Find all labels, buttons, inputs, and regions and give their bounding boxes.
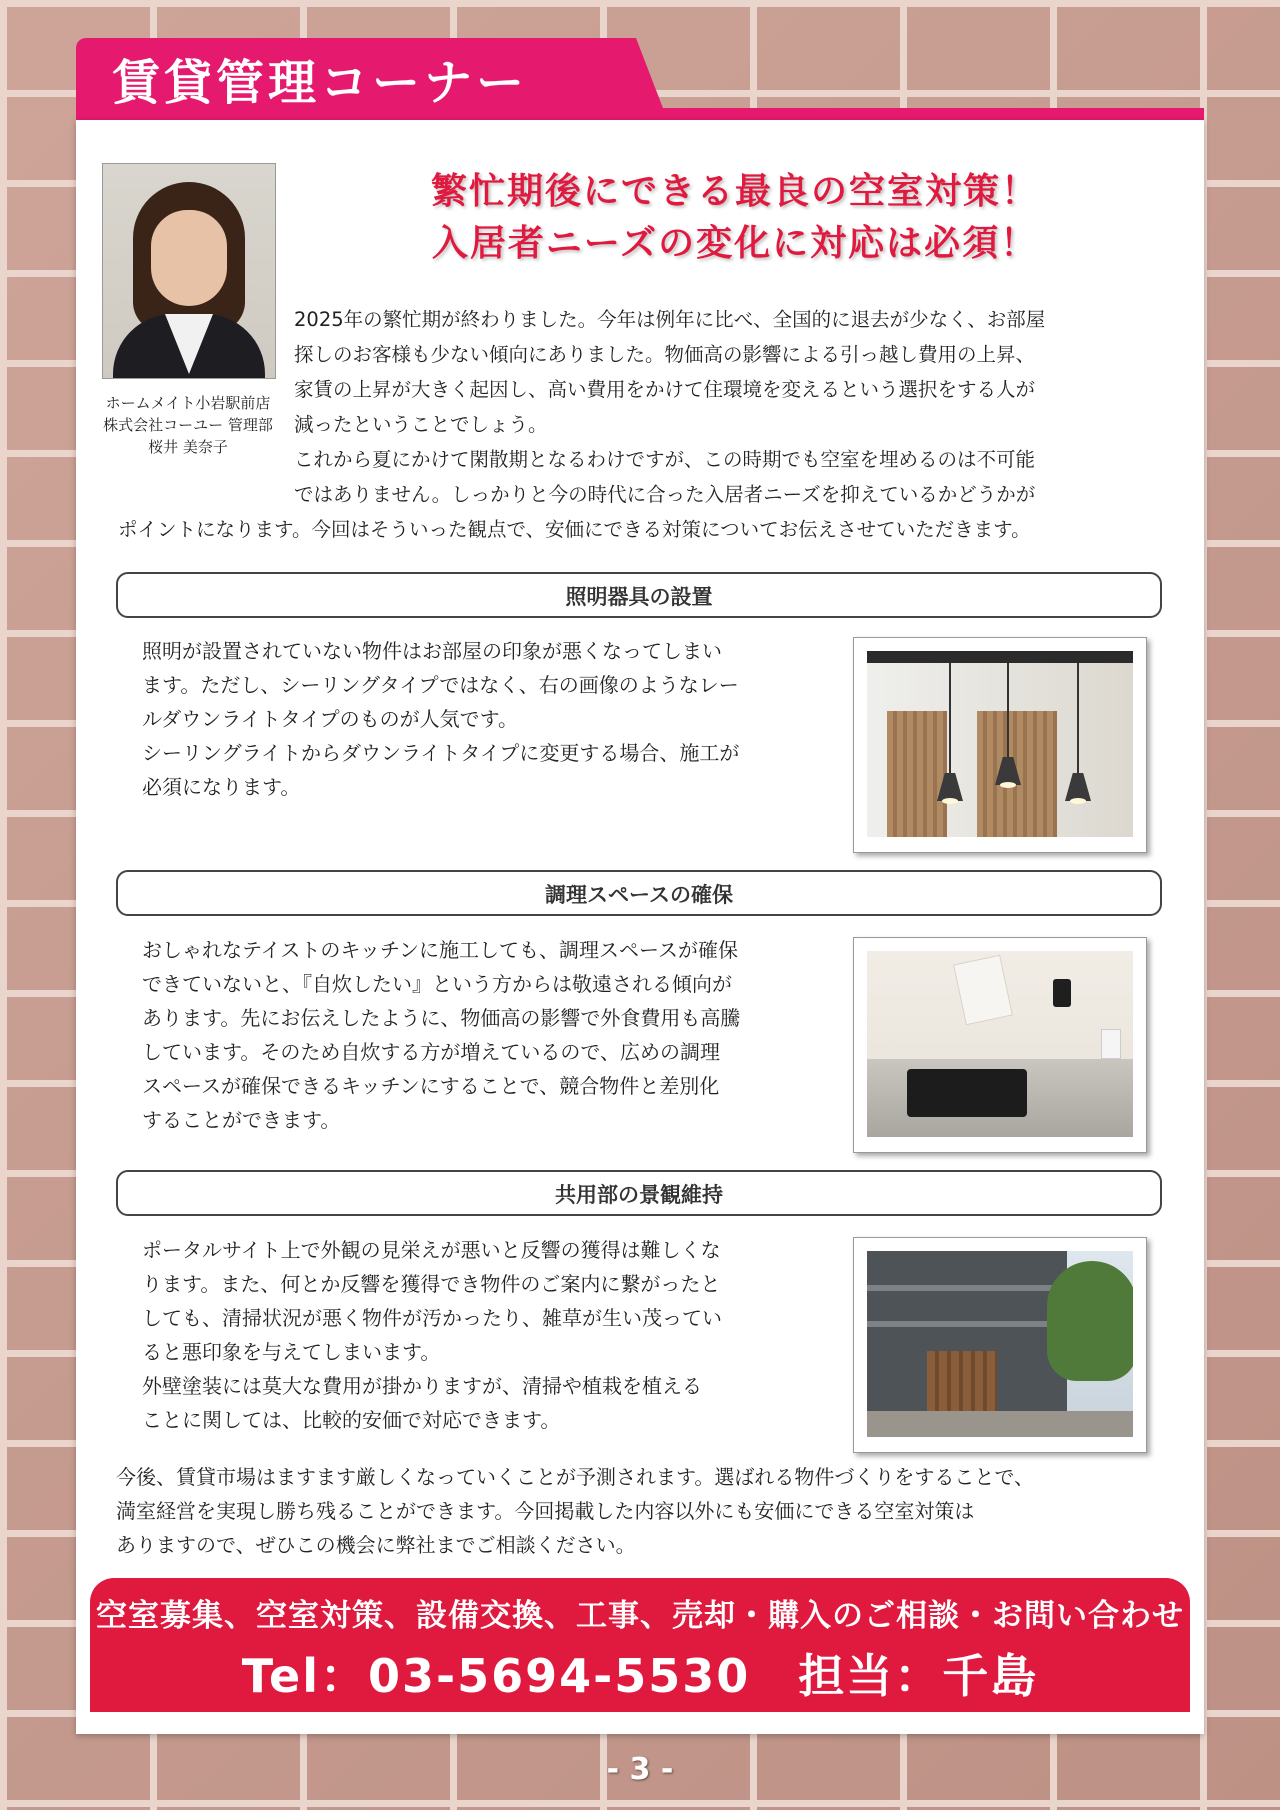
intro-line: ポイントになります。今回はそういった観点で、安価にできる対策についてお伝えさせていただきます。 — [118, 518, 1031, 541]
intro-line: これから夏にかけて閑散期となるわけですが、この時期でも空室を埋めるのは不可能 — [294, 448, 1036, 471]
text-line: しても、清掃状況が悪く物件が汚かったり、雑草が生い茂ってい — [142, 1306, 722, 1330]
section-text-common-area — [142, 1233, 842, 1437]
text-line: 今後、賃貸市場はますます厳しくなっていくことが予測されます。選ばれる物件づくりをすることで、 — [116, 1465, 1034, 1489]
section-text-kitchen — [142, 933, 842, 1137]
text-line: 外壁塗装には莫大な費用が掛かりますが、清掃や植栽を植える — [142, 1374, 702, 1398]
text-line: ポータルサイト上で外観の見栄えが悪いと反響の獲得は難しくな — [142, 1238, 721, 1262]
text-line: スペースが確保できるキッチンにすることで、競合物件と差別化 — [142, 1074, 720, 1098]
text-line: あります。先にお伝えしたように、物価高の影響で外食費用も高騰 — [142, 1006, 741, 1030]
contact-banner — [90, 1578, 1190, 1712]
text-line: ルダウンライトタイプのものが人気です。 — [142, 707, 518, 731]
author-store: ホームメイト小岩駅前店 — [105, 394, 271, 412]
text-line: シーリングライトからダウンライトタイプに変更する場合、施工が — [142, 741, 740, 765]
text-line: ことに関しては、比較的安価で対応できます。 — [142, 1408, 561, 1432]
intro-line: ではありません。しっかりと今の時代に合った入居者ニーズを抑えているかどうかが — [294, 483, 1036, 506]
headline-line-2: 入居者ニーズの変化に対応は必須！ — [431, 223, 1039, 264]
text-line: ると悪印象を与えてしまいます。 — [142, 1340, 441, 1364]
text-line: することができます。 — [142, 1108, 341, 1132]
section-title-lighting: 照明器具の設置 — [116, 572, 1162, 618]
author-caption — [88, 392, 288, 458]
section-title-common-area: 共用部の景観維持 — [116, 1170, 1162, 1216]
headline-line-1: 繁忙期後にできる最良の空室対策！ — [430, 171, 1039, 212]
kitchen-photo — [853, 937, 1147, 1153]
section-title-kitchen: 調理スペースの確保 — [116, 870, 1162, 916]
text-line: 照明が設置されていない物件はお部屋の印象が悪くなってしまい — [142, 639, 722, 663]
section-text-lighting — [142, 634, 842, 804]
contact-phone[interactable]: Tel：03-5694-5530 担当：千島 — [241, 1649, 1039, 1703]
text-line: おしゃれなテイストのキッチンに施工しても、調理スペースが確保 — [142, 938, 738, 962]
text-line: 満室経営を実現し勝ち残ることができます。今回掲載した内容以外にも安価にできる空室対策は — [116, 1499, 975, 1523]
text-line: しています。そのため自炊する方が増えているので、広めの調理 — [142, 1040, 720, 1064]
author-name: 桜井 美奈子 — [148, 438, 228, 456]
page-number: - 3 - — [606, 1752, 674, 1787]
text-line: できていないと、『自炊したい』という方からは敬遠される傾向が — [142, 972, 732, 996]
author-company: 株式会社コーユー 管理部 — [103, 416, 273, 434]
page-title: 賃貸管理コーナー — [112, 55, 529, 111]
text-line: 必須になります。 — [142, 775, 301, 799]
text-line: ます。ただし、シーリングタイプではなく、右の画像のようなレー — [142, 673, 739, 697]
contact-heading: 空室募集、空室対策、設備交換、工事、売却・購入のご相談・お問い合わせ — [96, 1598, 1184, 1634]
building-photo — [853, 1237, 1147, 1453]
intro-line: 減ったということでしょう。 — [294, 413, 548, 436]
text-line: ります。また、何とか反響を獲得でき物件のご案内に繋がったと — [142, 1272, 721, 1296]
author-photo — [102, 163, 276, 379]
closing-paragraph — [116, 1460, 1176, 1562]
headline — [330, 166, 1140, 270]
intro-line: 家賃の上昇が大きく起因し、高い費用をかけて住環境を変えるという選択をする人が — [294, 378, 1036, 401]
intro-line: 2025年の繁忙期が終わりました。今年は例年に比べ、全国的に退去が少なく、お部屋 — [294, 308, 1046, 331]
intro-line: 探しのお客様も少ない傾向にありました。物価高の影響による引っ越し費用の上昇、 — [294, 343, 1036, 366]
lighting-photo — [853, 637, 1147, 853]
text-line: ありますので、ぜひこの機会に弊社までご相談ください。 — [116, 1533, 636, 1557]
